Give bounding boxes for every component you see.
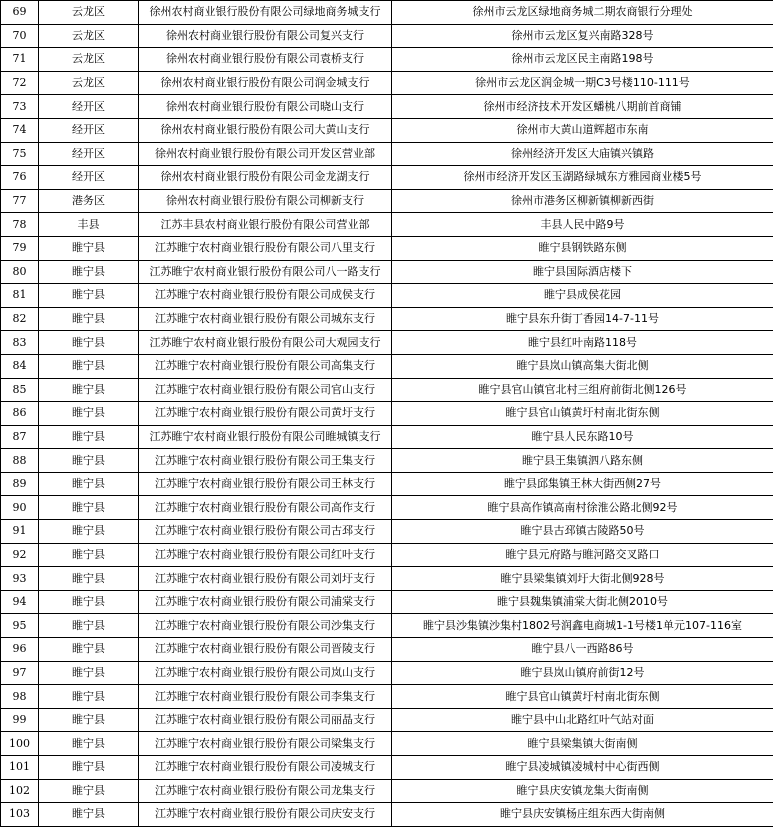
table-row — [1, 638, 773, 662]
table-row — [1, 1, 773, 25]
branch-name-cell: 江苏睢宁农村商业银行股份有限公司梁集支行 — [139, 732, 392, 756]
address-cell: 徐州市港务区柳新镇柳新西街 — [392, 189, 773, 213]
row-number-cell: 78 — [1, 213, 39, 237]
district-cell: 云龙区 — [39, 48, 139, 72]
address-cell: 睢宁县沙集镇沙集村1802号润鑫电商城1-1号楼1单元107-116室 — [392, 614, 773, 638]
address-cell: 睢宁县凌城镇凌城村中心街西侧 — [392, 756, 773, 780]
table-row — [1, 189, 773, 213]
branch-name-cell: 徐州农村商业银行股份有限公司开发区营业部 — [139, 142, 392, 166]
district-cell: 云龙区 — [39, 71, 139, 95]
address-cell: 徐州市云龙区复兴南路328号 — [392, 24, 773, 48]
row-number-cell: 91 — [1, 520, 39, 544]
table-row — [1, 402, 773, 426]
table-row — [1, 284, 773, 308]
branch-name-cell: 徐州农村商业银行股份有限公司复兴支行 — [139, 24, 392, 48]
address-cell: 徐州市云龙区绿地商务城二期农商银行分理处 — [392, 1, 773, 25]
row-number-cell: 99 — [1, 708, 39, 732]
district-cell: 经开区 — [39, 142, 139, 166]
row-number-cell: 93 — [1, 567, 39, 591]
table-row — [1, 472, 773, 496]
row-number-cell: 101 — [1, 756, 39, 780]
row-number-cell: 97 — [1, 661, 39, 685]
branch-name-cell: 江苏睢宁农村商业银行股份有限公司城东支行 — [139, 307, 392, 331]
address-cell: 睢宁县梁集镇刘圩大街北侧928号 — [392, 567, 773, 591]
district-cell: 睢宁县 — [39, 236, 139, 260]
district-cell: 睢宁县 — [39, 449, 139, 473]
table-row — [1, 71, 773, 95]
district-cell: 睢宁县 — [39, 685, 139, 709]
branch-name-cell: 江苏睢宁农村商业银行股份有限公司高集支行 — [139, 354, 392, 378]
branch-name-cell: 江苏睢宁农村商业银行股份有限公司沙集支行 — [139, 614, 392, 638]
district-cell: 睢宁县 — [39, 284, 139, 308]
table-row — [1, 779, 773, 803]
row-number-cell: 72 — [1, 71, 39, 95]
address-cell: 睢宁县钢铁路东侧 — [392, 236, 773, 260]
table-row — [1, 425, 773, 449]
table-row — [1, 685, 773, 709]
branch-name-cell: 徐州农村商业银行股份有限公司大黄山支行 — [139, 118, 392, 142]
district-cell: 经开区 — [39, 95, 139, 119]
table-row — [1, 449, 773, 473]
row-number-cell: 81 — [1, 284, 39, 308]
row-number-cell: 85 — [1, 378, 39, 402]
address-cell: 睢宁县王集镇泗八路东侧 — [392, 449, 773, 473]
address-cell: 睢宁县国际酒店楼下 — [392, 260, 773, 284]
branch-name-cell: 江苏睢宁农村商业银行股份有限公司睢城镇支行 — [139, 425, 392, 449]
district-cell: 睢宁县 — [39, 756, 139, 780]
table-row — [1, 803, 773, 827]
table-row — [1, 236, 773, 260]
table-row — [1, 543, 773, 567]
branch-name-cell: 江苏睢宁农村商业银行股份有限公司丽晶支行 — [139, 708, 392, 732]
address-cell: 睢宁县成侯花园 — [392, 284, 773, 308]
table-row — [1, 520, 773, 544]
table-row — [1, 24, 773, 48]
district-cell: 睢宁县 — [39, 520, 139, 544]
branch-name-cell: 徐州农村商业银行股份有限公司绿地商务城支行 — [139, 1, 392, 25]
district-cell: 云龙区 — [39, 1, 139, 25]
table-row — [1, 708, 773, 732]
row-number-cell: 74 — [1, 118, 39, 142]
row-number-cell: 103 — [1, 803, 39, 827]
address-cell: 睢宁县梁集镇大街南侧 — [392, 732, 773, 756]
branch-name-cell: 江苏睢宁农村商业银行股份有限公司凌城支行 — [139, 756, 392, 780]
branch-name-cell: 徐州农村商业银行股份有限公司袁桥支行 — [139, 48, 392, 72]
branch-name-cell: 江苏睢宁农村商业银行股份有限公司李集支行 — [139, 685, 392, 709]
table-row — [1, 378, 773, 402]
address-cell: 睢宁县庆安镇杨庄组东西大街南侧 — [392, 803, 773, 827]
address-cell: 丰县人民中路9号 — [392, 213, 773, 237]
district-cell: 睢宁县 — [39, 708, 139, 732]
district-cell: 睢宁县 — [39, 378, 139, 402]
address-cell: 徐州市云龙区民主南路198号 — [392, 48, 773, 72]
table-row — [1, 166, 773, 190]
table-row — [1, 48, 773, 72]
row-number-cell: 87 — [1, 425, 39, 449]
row-number-cell: 95 — [1, 614, 39, 638]
branch-name-cell: 江苏睢宁农村商业银行股份有限公司官山支行 — [139, 378, 392, 402]
branch-name-cell: 徐州农村商业银行股份有限公司润金城支行 — [139, 71, 392, 95]
row-number-cell: 96 — [1, 638, 39, 662]
row-number-cell: 80 — [1, 260, 39, 284]
branch-name-cell: 徐州农村商业银行股份有限公司金龙湖支行 — [139, 166, 392, 190]
address-cell: 徐州经济开发区大庙镇兴镇路 — [392, 142, 773, 166]
address-cell: 徐州市经济开发区玉湖路绿城东方雅园商业楼5号 — [392, 166, 773, 190]
row-number-cell: 89 — [1, 472, 39, 496]
district-cell: 睢宁县 — [39, 638, 139, 662]
row-number-cell: 70 — [1, 24, 39, 48]
branch-name-cell: 江苏睢宁农村商业银行股份有限公司王集支行 — [139, 449, 392, 473]
row-number-cell: 100 — [1, 732, 39, 756]
district-cell: 睢宁县 — [39, 260, 139, 284]
address-cell: 睢宁县官山镇黄圩村南北街东侧 — [392, 402, 773, 426]
address-cell: 睢宁县古邳镇古陵路50号 — [392, 520, 773, 544]
address-cell: 徐州市经济技术开发区蟠桃八期前首商铺 — [392, 95, 773, 119]
branch-name-cell: 江苏睢宁农村商业银行股份有限公司成侯支行 — [139, 284, 392, 308]
row-number-cell: 76 — [1, 166, 39, 190]
branch-name-cell: 江苏睢宁农村商业银行股份有限公司浦棠支行 — [139, 590, 392, 614]
row-number-cell: 88 — [1, 449, 39, 473]
district-cell: 睢宁县 — [39, 331, 139, 355]
address-cell: 睢宁县元府路与睢河路交叉路口 — [392, 543, 773, 567]
district-cell: 经开区 — [39, 166, 139, 190]
district-cell: 睢宁县 — [39, 496, 139, 520]
branch-name-cell: 徐州农村商业银行股份有限公司柳新支行 — [139, 189, 392, 213]
row-number-cell: 69 — [1, 1, 39, 25]
district-cell: 睢宁县 — [39, 354, 139, 378]
branch-name-cell: 江苏睢宁农村商业银行股份有限公司晋陵支行 — [139, 638, 392, 662]
branch-name-cell: 江苏睢宁农村商业银行股份有限公司王林支行 — [139, 472, 392, 496]
address-cell: 徐州市云龙区润金城一期C3号楼110-111号 — [392, 71, 773, 95]
district-cell: 睢宁县 — [39, 425, 139, 449]
branch-name-cell: 江苏睢宁农村商业银行股份有限公司红叶支行 — [139, 543, 392, 567]
address-cell: 睢宁县东升街丁香园14-7-11号 — [392, 307, 773, 331]
branch-name-cell: 徐州农村商业银行股份有限公司晓山支行 — [139, 95, 392, 119]
branch-name-cell: 江苏睢宁农村商业银行股份有限公司龙集支行 — [139, 779, 392, 803]
branch-name-cell: 江苏丰县农村商业银行股份有限公司营业部 — [139, 213, 392, 237]
district-cell: 睢宁县 — [39, 803, 139, 827]
table-row — [1, 354, 773, 378]
address-cell: 徐州市大黄山道辉超市东南 — [392, 118, 773, 142]
address-cell: 睢宁县八一西路86号 — [392, 638, 773, 662]
branch-name-cell: 江苏睢宁农村商业银行股份有限公司大观园支行 — [139, 331, 392, 355]
table-row — [1, 118, 773, 142]
address-cell: 睢宁县庆安镇龙集大街南侧 — [392, 779, 773, 803]
table-row — [1, 142, 773, 166]
table-row — [1, 307, 773, 331]
branch-name-cell: 江苏睢宁农村商业银行股份有限公司刘圩支行 — [139, 567, 392, 591]
address-cell: 睢宁县邱集镇王林大街西侧27号 — [392, 472, 773, 496]
table-row — [1, 213, 773, 237]
table-row — [1, 756, 773, 780]
address-cell: 睢宁县岚山镇府前街12号 — [392, 661, 773, 685]
table-row — [1, 614, 773, 638]
district-cell: 经开区 — [39, 118, 139, 142]
district-cell: 睢宁县 — [39, 402, 139, 426]
row-number-cell: 71 — [1, 48, 39, 72]
branch-name-cell: 江苏睢宁农村商业银行股份有限公司八里支行 — [139, 236, 392, 260]
district-cell: 睢宁县 — [39, 590, 139, 614]
row-number-cell: 94 — [1, 590, 39, 614]
row-number-cell: 90 — [1, 496, 39, 520]
district-cell: 睢宁县 — [39, 307, 139, 331]
district-cell: 睢宁县 — [39, 472, 139, 496]
row-number-cell: 77 — [1, 189, 39, 213]
row-number-cell: 92 — [1, 543, 39, 567]
row-number-cell: 86 — [1, 402, 39, 426]
table-row — [1, 496, 773, 520]
address-cell: 睢宁县魏集镇浦棠大街北侧2010号 — [392, 590, 773, 614]
row-number-cell: 83 — [1, 331, 39, 355]
branch-name-cell: 江苏睢宁农村商业银行股份有限公司古邳支行 — [139, 520, 392, 544]
address-cell: 睢宁县岚山镇高集大街北侧 — [392, 354, 773, 378]
table-row — [1, 331, 773, 355]
table-row — [1, 732, 773, 756]
address-cell: 睢宁县人民东路10号 — [392, 425, 773, 449]
table-body — [1, 1, 773, 827]
district-cell: 港务区 — [39, 189, 139, 213]
row-number-cell: 79 — [1, 236, 39, 260]
branch-name-cell: 江苏睢宁农村商业银行股份有限公司八一路支行 — [139, 260, 392, 284]
district-cell: 睢宁县 — [39, 614, 139, 638]
address-cell: 睢宁县官山镇官北村三组府前街北侧126号 — [392, 378, 773, 402]
table-row — [1, 567, 773, 591]
table-row — [1, 590, 773, 614]
table-row — [1, 95, 773, 119]
address-cell: 睢宁县高作镇高南村徐淮公路北侧92号 — [392, 496, 773, 520]
table-row — [1, 260, 773, 284]
branch-name-cell: 江苏睢宁农村商业银行股份有限公司岚山支行 — [139, 661, 392, 685]
branch-name-cell: 江苏睢宁农村商业银行股份有限公司庆安支行 — [139, 803, 392, 827]
row-number-cell: 82 — [1, 307, 39, 331]
table-row — [1, 661, 773, 685]
address-cell: 睢宁县中山北路红叶气站对面 — [392, 708, 773, 732]
district-cell: 睢宁县 — [39, 543, 139, 567]
branch-name-cell: 江苏睢宁农村商业银行股份有限公司高作支行 — [139, 496, 392, 520]
district-cell: 睢宁县 — [39, 661, 139, 685]
district-cell: 丰县 — [39, 213, 139, 237]
row-number-cell: 102 — [1, 779, 39, 803]
row-number-cell: 75 — [1, 142, 39, 166]
district-cell: 睢宁县 — [39, 732, 139, 756]
branch-name-cell: 江苏睢宁农村商业银行股份有限公司黄圩支行 — [139, 402, 392, 426]
row-number-cell: 98 — [1, 685, 39, 709]
district-cell: 睢宁县 — [39, 779, 139, 803]
row-number-cell: 73 — [1, 95, 39, 119]
address-cell: 睢宁县官山镇黄圩村南北街东侧 — [392, 685, 773, 709]
address-cell: 睢宁县红叶南路118号 — [392, 331, 773, 355]
district-cell: 睢宁县 — [39, 567, 139, 591]
row-number-cell: 84 — [1, 354, 39, 378]
district-cell: 云龙区 — [39, 24, 139, 48]
